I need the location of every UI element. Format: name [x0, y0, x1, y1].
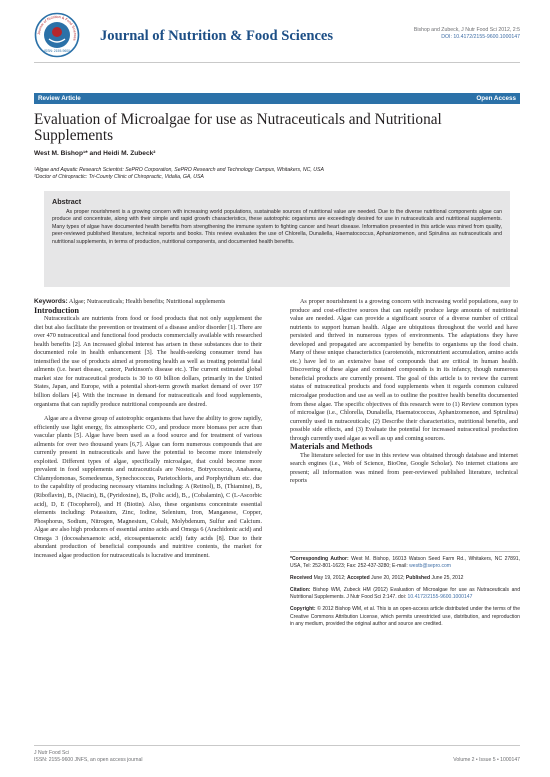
published-label: Published	[405, 575, 431, 582]
logo-issn: ISSN: 2155-9600	[43, 49, 71, 53]
accepted-label: Accepted	[346, 575, 370, 582]
journal-logo	[34, 12, 80, 58]
corr-label: *Corresponding Author:	[290, 556, 349, 562]
header-citation	[414, 27, 520, 41]
affiliation-2: ²Doctor of Chiropractic: Tri-County Clinic of Chiropractic, Vidalia, GA, USA	[34, 174, 204, 181]
copyright-text: © 2012 Bishop WM, et al. This is an open-access article distributed under the terms of the Creative Commons Attribution License, which permits unrestricted use, distribution, and reproduction in any medium, provided the original author and source are credited.	[290, 606, 520, 627]
journal-title: Journal of Nutrition & Food Sciences	[100, 28, 334, 44]
intro-paragraph-1: Nutraceuticals are nutrients from food or food products that not only supplement the diet but also facilitate the prevention or treatment of a disease and/or disorder [1]. There are over 470 nutraceutical and functional food products commercially available with researched health benefits [2]. An increased global interest has arisen in these substances due to their documented role in health enhancement [3]. The health-seeking consumer trend has intensified the use of products aimed at promoting health as well as treating potential fatal ailments (i.e. heart disease, cancer, Parkinson's disease etc.). The current estimated global market size for nutraceutical products is 30 to 60 billion dollars, primarily in the United States, Japan, and Europe, with a potential short-term growth market demand of over 197 billion dollars [4]. With the increase in demand for nutraceuticals and food supplements, organisms that can rapidly produce nutritional compounds are desired.	[34, 316, 262, 408]
logo-ring-text: Journal of Nutrition & Food Sciences	[36, 14, 78, 42]
footer-volume: Volume 2 • Issue 5 • 1000147	[453, 757, 520, 763]
article-type-banner	[34, 93, 520, 104]
affiliations	[34, 167, 514, 182]
methods-heading: Materials and Methods	[290, 442, 373, 452]
affiliation-1: ¹Algae and Aquatic Research Scientist: SePRO Corporation, SePRO Research and Technology Campus, Whitakers, NC, USA	[34, 167, 324, 173]
footer-journal-abbrev: J Nutr Food Sci	[34, 750, 70, 756]
corr-text: West M. Bishop, 16013 Watson Seed Farm Rd., Whitakers, NC 27891, USA, Tel: 252-801-1623; Fax: 252-437-3280; E-mail:	[290, 556, 521, 570]
left-column	[34, 298, 262, 560]
citation-doi-link[interactable]: 10.4172/2155-9600.1000147	[407, 594, 473, 601]
introduction-heading: Introduction	[34, 305, 80, 315]
abstract-heading: Abstract	[52, 197, 82, 206]
methods-paragraph: The literature selected for use in this review was obtained through database and internet search engines (i.e., Web of Science, BioOne, Google Scholar). No internet citations are present; all information was mined from peer-reviewed published literature, technical reports	[290, 452, 518, 485]
footer-issn: ISSN: 2155-9600 JNFS, an open access journal	[34, 757, 143, 764]
citation-block	[290, 587, 520, 601]
open-access-label: Open Access	[476, 95, 516, 102]
right-paragraph-1: As proper nourishment is a growing concern with increasing world populations, easy to produce and cost-effective sources that can rapidly produce large amounts of nutritional value are needed. Algae can provide a significant source of a diverse number of critical nutrients to support human health. Algae are ubiquitous throughout the world and have persisted and thrived in numerous types of environments. The adaptations they have developed and propagated are accompanied by benefits to organisms up the food chain. Many of these unique characteristics (carotenoids, micronutrient accumulation, amino acids etc.) have led to an extensive base of compounds that are critical in human health. Discovering of these algae and contained compounds is in its infancy, though numerous beneficial products are currently present. The goal of this article is to review the current status of nutraceutical products and food supplements when it regards common cultured microalgae production and use as well as to outline the positive health benefits documented from these algae. The specific objectives of this research were to (1) Review common types of microalgae (i.e., Chlorella, Dunaliella, Haematococcus, Aphanizomenon, and Spirulina) currently used in nutraceuticals; (2) Describe their characteristics, nutritional benefits, and possible side effects, and (3) Evaluate the potential for increased nutraceutical production through currently used algae as well as up and coming sources.	[290, 299, 518, 442]
article-type-label: Review Article	[38, 95, 81, 102]
corresponding-author	[290, 556, 520, 570]
corr-email-link[interactable]: westb@sepro.com	[409, 563, 452, 570]
footer-left	[34, 750, 142, 765]
header-doi-link[interactable]: DOI: 10.4172/2155-9600.1000147	[441, 34, 520, 40]
correspondence-block	[290, 556, 520, 633]
citation-text: Bishop WM, Zubeck HM (2012) Evaluation of Microalgae for use as Nutraceuticals and Nutritional Supplements. J Nutr Food Sci 2:147. doi:	[290, 587, 520, 601]
correspondence-divider	[290, 551, 520, 552]
abstract-text: As proper nourishment is a growing concern with increasing world populations, sustainable sources of nutritional value are needed. Due to the diverse nutritional components algae can produce and concentrate, along with their simple and rapid growth characteristics, these autotrophic organisms are exceedingly desired for use in nutraceuticals and nutritional supplements. Many types of algae have documented health benefits from strengthening the immune system to fighting cancer and heart disease. Information presented in this article was mined from quality, peer-reviewed published literature, technical reports and books. This review evaluates the use of Chlorella, Dunaliella, Haematococcus, Aphanizomenon, and Spirulina as nutraceuticals and nutritional supplements, in terms of production, nutritional components, and documented health benefits.	[52, 209, 502, 245]
received-label: Received	[290, 575, 313, 582]
accepted-date: June 20, 2012;	[371, 575, 405, 582]
right-column	[290, 298, 518, 486]
citation-label: Citation:	[290, 587, 311, 594]
article-authors: West M. Bishop¹* and Heidi M. Zubeck²	[34, 150, 156, 157]
header-citation-line: Bishop and Zubeck, J Nutr Food Sci 2012, 2:5	[413, 27, 520, 33]
keywords-text: Algae; Nutraceuticals; Health benefits; Nutritional supplements	[68, 299, 226, 305]
copyright-block	[290, 606, 520, 627]
header-divider	[34, 62, 520, 63]
dates-line	[290, 575, 520, 582]
copyright-label: Copyright:	[290, 606, 316, 613]
article-title: Evaluation of Microalgae for use as Nutraceuticals and Nutritional Supplements	[34, 111, 442, 144]
received-date: May 19, 2012;	[313, 575, 346, 582]
footer-divider	[34, 745, 520, 746]
abstract-box	[44, 191, 510, 287]
keywords-label: Keywords:	[34, 298, 68, 305]
intro-paragraph-2: Algae are a diverse group of autotrophic organisms that have the ability to grow rapidly, efficiently use light energy, fix atmospheric CO₂ and produce more biomass per acre than vascular plants [5]. Algae have been used as a food source and for treatment of various ailments for over two thousand years [6,7]. Algae can form numerous compounds that are currently present in nutraceuticals and have the potential to become more intensively exploited. Different types of algae, specifically microalgae, that could become more prevalent in food supplements and nutraceuticals are Nostoc, Botryococcus, Anabaena, Chlamydomonas, Scenedesmus, Synechococcus, Parietochloris, and Porphyridium etc. due to the capability of producing necessary vitamins including: A (Retinol), B₁ (Thiamine), B₂ (Riboflavin), B₃ (Niacin), B₆ (Pyridoxine), B₉ (Folic acid), B₁₂ (Cobalamin), C (L-Ascorbic acid), D, E (Tocopherol), and H (Biotin). Also, these organisms concentrate essential elements including: Potassium, Zinc, Iodine, Selenium, Iron, Manganese, Copper, Phosphorus, Sodium, Nitrogen, Magnesium, Cobalt, Molybdenum, Sulfur and Calcium. Algae are also high producers of essential amino acids and Omega 6 (Arachidonic acid) and Omega 3 (docosahexaenoic acid, eicosapentaenoic acid) fatty acids [8]. Due to their abundant production of beneficial compounds and nutritive contents, the market for increased algae production for nutraceuticals is lucrative and imminent.	[34, 416, 262, 559]
published-date: June 25, 2012	[431, 575, 464, 582]
